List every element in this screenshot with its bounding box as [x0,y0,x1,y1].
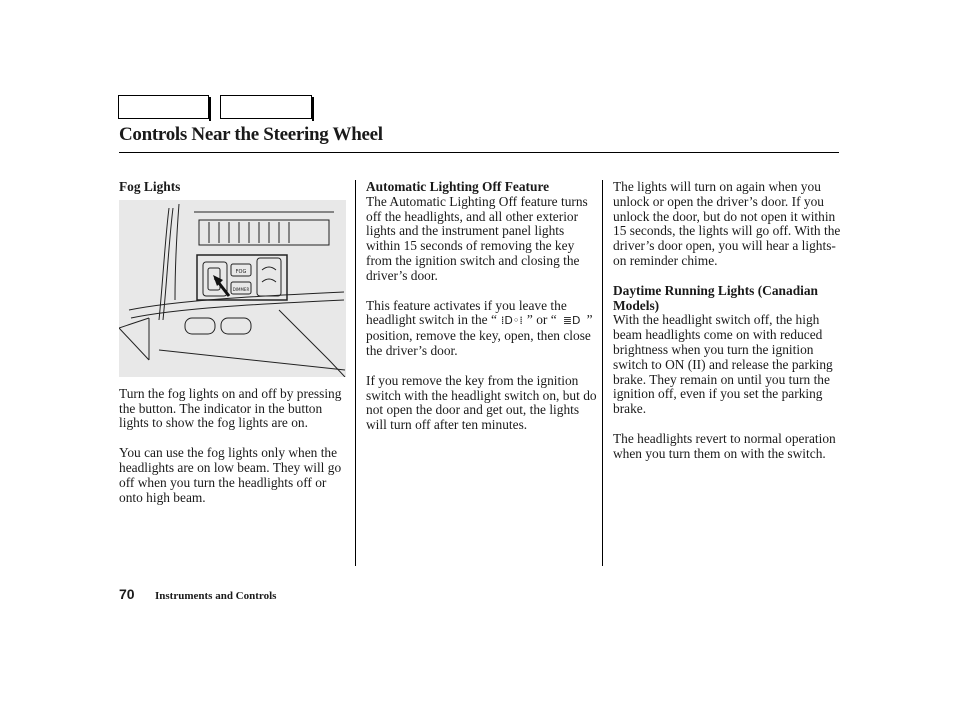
p2-part-c: ” position, remove the key, open, then close the driver’s door. [366,312,593,358]
auto-lighting-paragraph-2 [366,299,598,359]
dimmer-button-label: DIMMER [232,286,250,292]
drl-paragraph-1: With the headlight switch off, the high beam headlights come on with reduced brightness when you turn the ignition switch to ON (II) and release the parking brake. They remain on until you turn the ignition off, even if you set the parking brake. [613,312,833,417]
drl-heading: Daytime Running Lights (Canadian Models) [613,282,818,313]
p2-part-a: This feature activates if you leave the headlight switch in the “ [366,297,567,328]
auto-lighting-paragraph-3: If you remove the key from the ignition switch with the headlight switch on, but do not open the door and get out, the lights will turn off after ten minutes. [366,372,597,433]
fog-light-switch-illustration [119,200,346,377]
lights-on-again-paragraph: The lights will turn on again when you unlock or open the driver’s door. If you unlock the door, but do not open it within 15 seconds, the lights will go off. With the driver’s door open, you will hear a lights-on reminder chime. [613,179,841,268]
section-name: Instruments and Controls [155,590,277,602]
header-tab-box-2 [220,95,312,119]
auto-lighting-heading: Automatic Lighting Off Feature [366,179,550,194]
drl-paragraph-2: The headlights revert to normal operation when you turn them on with the switch. [613,430,836,461]
parking-lights-icon: ⁞D◦⁞ [500,314,523,328]
title-divider [119,152,839,153]
column-automatic-lighting-off [366,180,598,433]
headlights-icon: ≣D [562,314,581,328]
p2-part-b: ” or “ [526,312,557,328]
fog-lights-paragraph-1: Turn the fog lights on and off by pressing the button. The indicator in the button lights to show the fog lights are on. [119,385,342,431]
column-fog-lights [119,180,349,505]
fog-lights-paragraph-2: You can use the fog lights only when the headlights are on low beam. They will go off when you turn the headlights off or onto high beam. [119,445,342,505]
column-daytime-running-lights [613,180,845,462]
page-title: Controls Near the Steering Wheel [119,124,383,145]
fog-lights-heading: Fog Lights [119,179,181,194]
header-tab-box-1 [118,95,209,119]
fog-button-label: FOG [235,268,247,275]
column-divider-1 [355,180,356,566]
dashboard-drawing [119,200,346,377]
column-divider-2 [602,180,603,566]
auto-lighting-paragraph-1: The Automatic Lighting Off feature turns off the headlights, and all other exterior lights and the instrument panel lights within 15 seconds of removing the key from the ignition switch and closing the driver’s door. [366,193,588,283]
page-number: 70 [119,586,135,602]
